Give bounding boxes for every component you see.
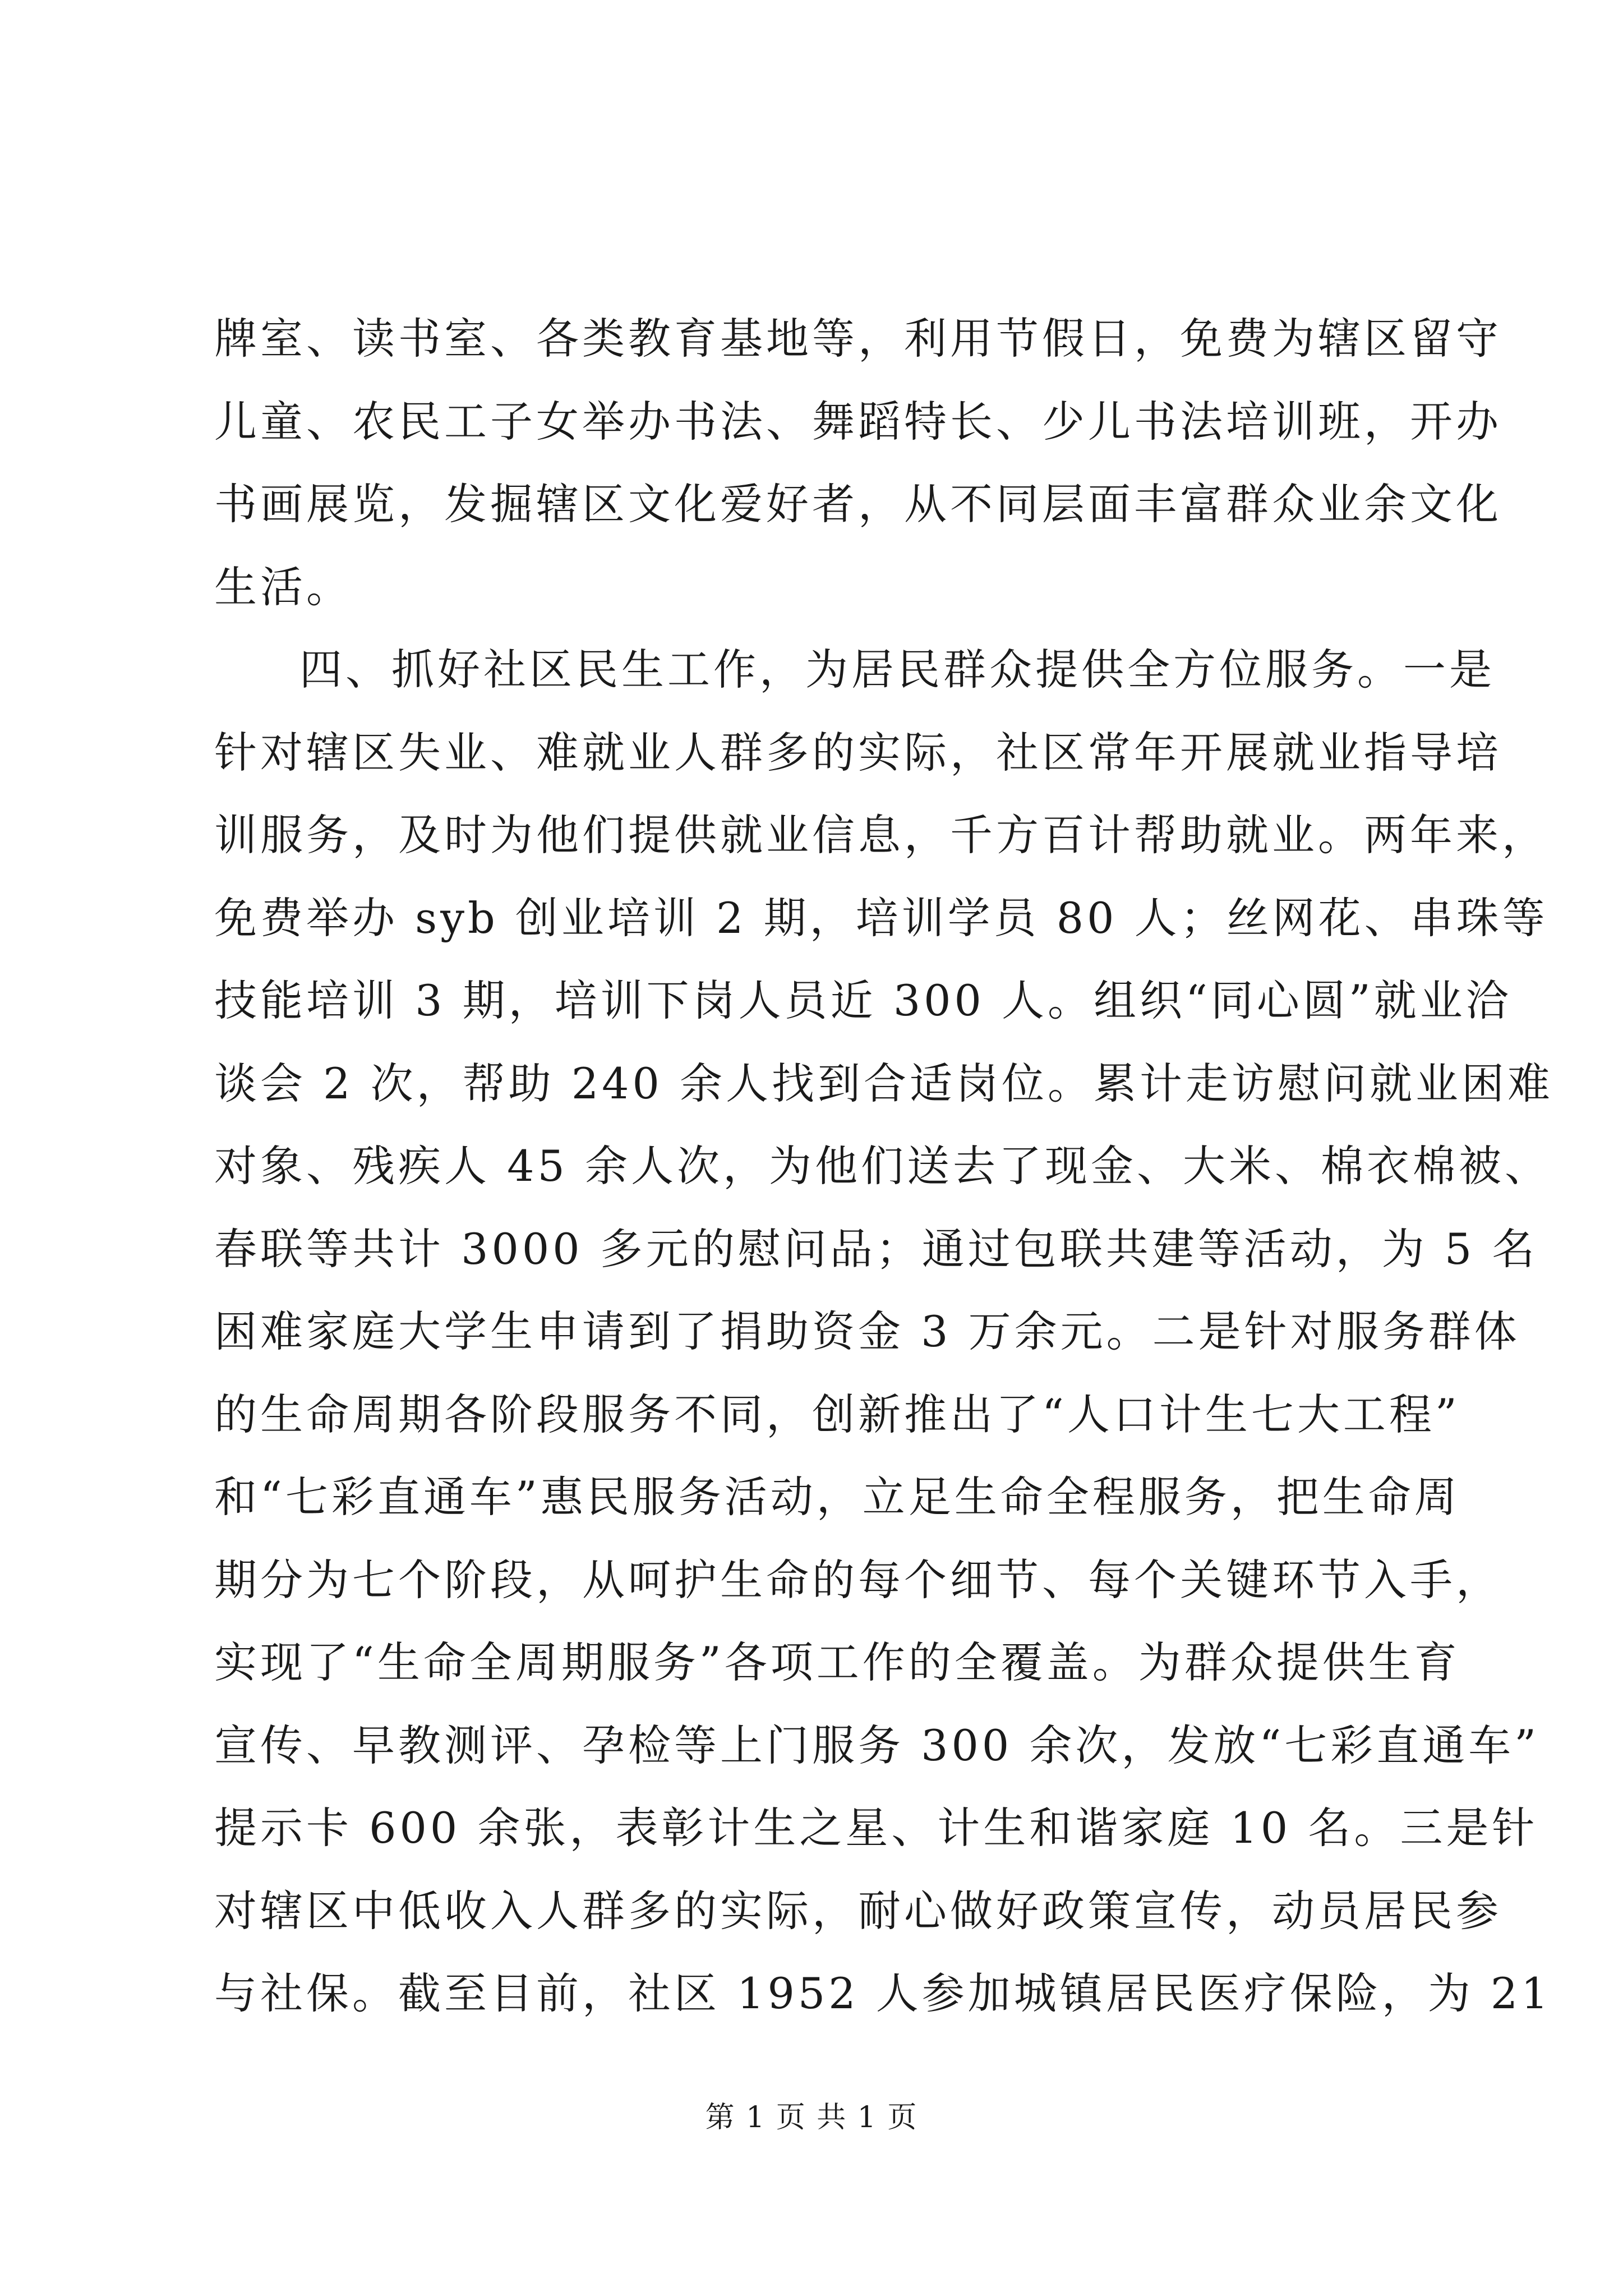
- text-line: 与社保。截至目前，社区 1952 人参加城镇居民医疗保险，为 21: [214, 1968, 1552, 2018]
- text-line: 期分为七个阶段，从呵护生命的每个细节、每个关键环节入手，: [214, 1554, 1502, 1605]
- paragraph-start-line: 四、抓好社区民生工作，为居民群众提供全方位服务。一是: [299, 645, 1495, 694]
- text-line: 对辖区中低收入人群多的实际，耐心做好政策宣传，动员居民参: [214, 1885, 1502, 1936]
- text-line: 宣传、早教测评、孕检等上门服务 300 余次，发放“七彩直通车”: [214, 1720, 1540, 1770]
- text-line: 对象、残疾人 45 余人次，为他们送去了现金、大米、棉衣棉被、: [214, 1141, 1551, 1191]
- text-line: 针对辖区失业、难就业人群多的实际，社区常年开展就业指导培: [214, 727, 1502, 777]
- text-line: 生活。: [214, 562, 352, 612]
- text-line: 谈会 2 次，帮助 240 余人找到合适岗位。累计走访慰问就业困难: [214, 1058, 1554, 1108]
- text-line: 技能培训 3 期，培训下岗人员近 300 人。组织“同心圆”就业洽: [214, 976, 1512, 1025]
- text-line: 儿童、农民工子女举办书法、舞蹈特长、少儿书法培训班，开办: [214, 396, 1502, 447]
- text-line: 困难家庭大学生申请到了捐助资金 3 万余元。二是针对服务群体: [214, 1306, 1520, 1356]
- text-line: 牌室、读书室、各类教育基地等，利用节假日，免费为辖区留守: [214, 314, 1502, 364]
- text-line: 和“七彩直通车”惠民服务活动，立足生命全程服务，把生命周: [214, 1472, 1460, 1522]
- text-line: 春联等共计 3000 多元的慰问品；通过包联共建等活动，为 5 名: [214, 1223, 1538, 1274]
- page-number-footer: 第 1 页 共 1 页: [705, 2101, 918, 2134]
- text-line: 训服务，及时为他们提供就业信息，千方百计帮助就业。两年来，: [214, 810, 1548, 860]
- text-line: 实现了“生命全周期服务”各项工作的全覆盖。为群众提供生育: [214, 1637, 1460, 1687]
- text-line: 的生命周期各阶段服务不同，创新推出了“人口计生七大工程”: [214, 1389, 1460, 1439]
- text-line: 书画展览，发掘辖区文化爱好者，从不同层面丰富群众业余文化: [214, 479, 1502, 529]
- text-line: 免费举办 syb 创业培训 2 期，培训学员 80 人；丝网花、串珠等: [214, 892, 1548, 943]
- body-text: [214, 297, 1554, 2035]
- text-line: 提示卡 600 余张，表彰计生之星、计生和谐家庭 10 名。三是针: [214, 1803, 1538, 1853]
